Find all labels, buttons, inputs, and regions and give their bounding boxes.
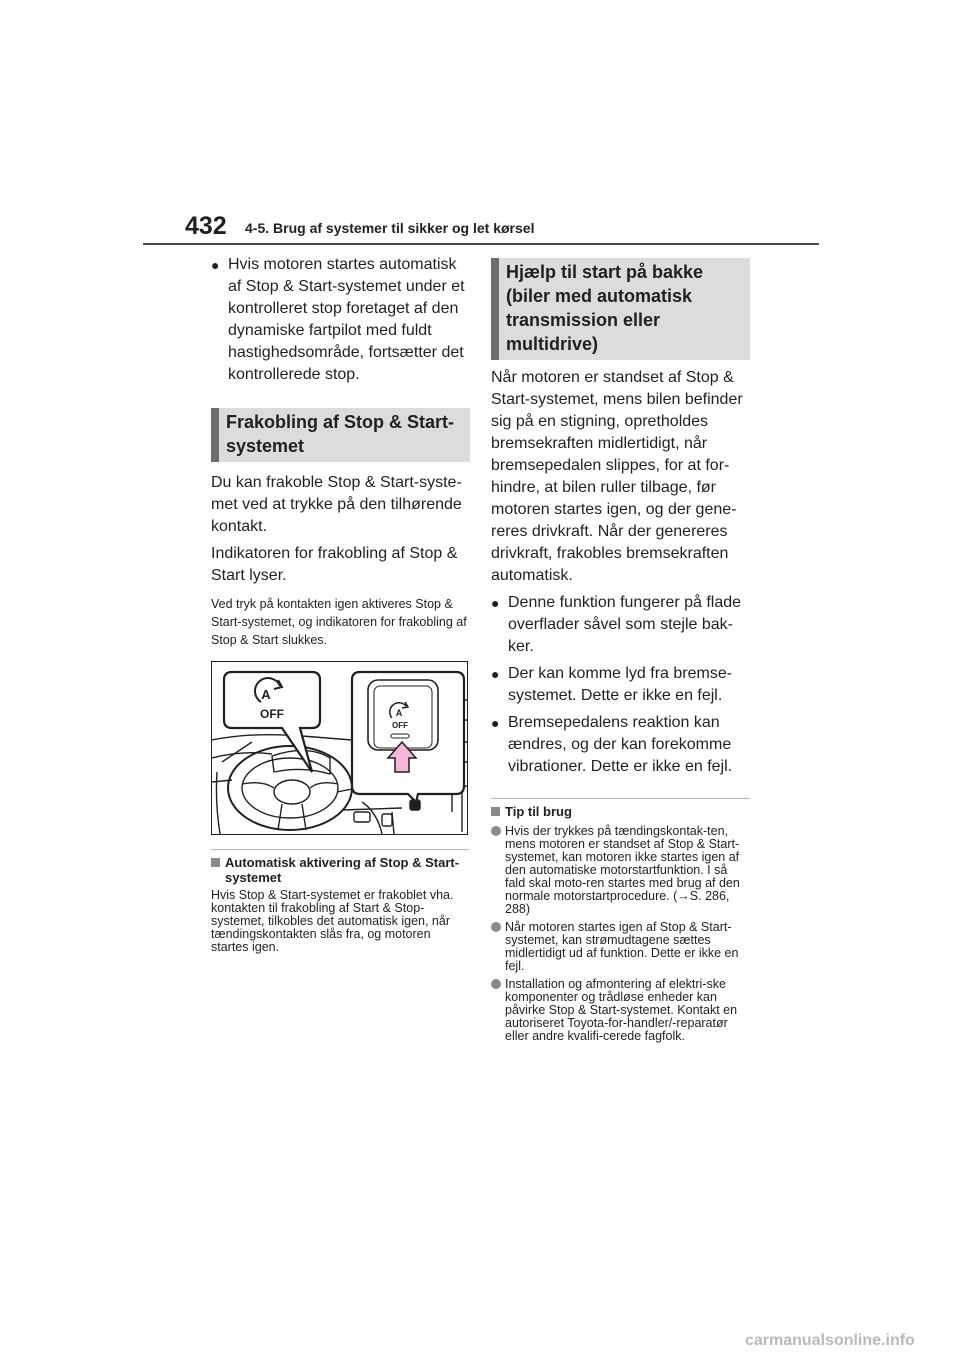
sub-paragraph: Hvis Stop & Start-systemet er frakoblet vha. kontakten til frakobling af Start & Stop-systemet, tilkobles det automatisk igen, når tændingskontakten slås fra, og motoren startes igen. [211, 888, 454, 954]
dashboard-illustration [211, 661, 468, 835]
header-rule [143, 243, 819, 245]
page-number: 432 [185, 212, 227, 240]
section-title: Hjælp til start på bakke (biler med automatisk transmission eller multidrive) [506, 262, 704, 354]
paragraph: Du kan frakoble Stop & Start-syste-met ved at trykke på den tilhørende kontakt. [211, 474, 462, 535]
tip-item [491, 825, 750, 916]
square-bullet-icon [211, 858, 220, 867]
section-title: Frakobling af Stop & Start-systemet [226, 412, 455, 456]
tip-text: Hvis der trykkes på tændingskontak-ten, mens motoren er standset af Stop & Start-systemet, kan motoren ikke startes igen af den automatiske motorstartfunktion. I så fald skal moto-ren startes med brug af den normale motorstartprocedure. (→S. 286, 288) [505, 824, 740, 916]
tip-text: Når motoren startes igen af Stop & Start-systemet, kan strømudtagene sættes midlertidigt ud af funktion. Dette er ikke en fejl. [505, 920, 739, 973]
bullet-item [491, 592, 750, 658]
divider [491, 798, 750, 799]
square-bullet-icon [491, 807, 500, 816]
left-subsection [211, 849, 469, 954]
bullet-text: Bremsepedalens reaktion kan ændres, og der kan forekomme vibrationer. Dette er ikke en fejl. [508, 714, 733, 775]
sub-heading [211, 855, 469, 885]
bullet-dot-icon: ● [491, 595, 500, 611]
tip-heading-text: Tip til brug [505, 804, 572, 819]
bullet-dot-icon: ● [211, 257, 220, 273]
section-heading [211, 408, 470, 462]
bullet-dot-icon: ● [491, 666, 500, 682]
watermark: carmanualsonline.info [745, 1332, 915, 1349]
bullet-text: Hvis motoren startes automatisk af Stop & Start-systemet under et kontrolleret stop foretaget af den dynamiske fartpilot med fuldt hastighedsområde, fortsætter det kontrollerede stop. [228, 256, 465, 383]
divider [211, 849, 469, 850]
tip-item [491, 978, 750, 1043]
bullet-item [211, 254, 470, 386]
bullet-text: Denne funktion fungerer på flade overflader såvel som stejle bak-ker. [508, 594, 742, 655]
paragraph: Når motoren er standset af Stop & Start-systemet, mens bilen befinder sig på en stigning, opretholdes bremsekraften midlertidigt, når bremsepedalen slippes, for at for-hindre, at bilen ruller tilbage, før motoren startes igen, og der gene-reres drivkraft. Når der genereres drivkraft, frakobles bremsekraften automatisk. [491, 369, 743, 584]
circle-bullet-icon [491, 922, 501, 932]
chapter-title: 4-5. Brug af systemer til sikker og let kørsel [245, 220, 535, 236]
bullet-dot-icon: ● [491, 715, 500, 731]
bullet-item [491, 712, 750, 778]
tip-heading [491, 804, 750, 819]
button-icon-letter: A [395, 708, 403, 718]
section-heading [491, 258, 750, 360]
circle-bullet-icon [491, 979, 501, 989]
circle-bullet-icon [491, 826, 501, 836]
small-paragraph: Ved tryk på kontakten igen aktiveres Stop & Start-systemet, og indikatoren for frakobling af Stop & Start slukkes. [211, 597, 467, 647]
dashboard-drawing [212, 662, 468, 835]
bullet-item [491, 663, 750, 707]
sub-heading-text: Automatisk aktivering af Stop & Start-systemet [225, 855, 460, 885]
paragraph: Indikatoren for frakobling af Stop & Start lyser. [211, 545, 458, 584]
bullet-text: Der kan komme lyd fra bremse-systemet. Dette er ikke en fejl. [508, 665, 733, 704]
tip-text: Installation og afmontering af elektri-ske komponenter og trådløse enheder kan påvirke Stop & Start-systemet. Kontakt en autoriseret Toyota-for-handler/-reparatør eller andre kvalifi-cerede fagfolk. [505, 977, 738, 1043]
left-column [211, 254, 470, 649]
auto-icon-label: OFF [260, 707, 284, 721]
tip-item [491, 921, 750, 973]
button-label: OFF [392, 721, 408, 730]
auto-icon-letter: A [261, 687, 271, 702]
right-column [491, 258, 750, 1043]
